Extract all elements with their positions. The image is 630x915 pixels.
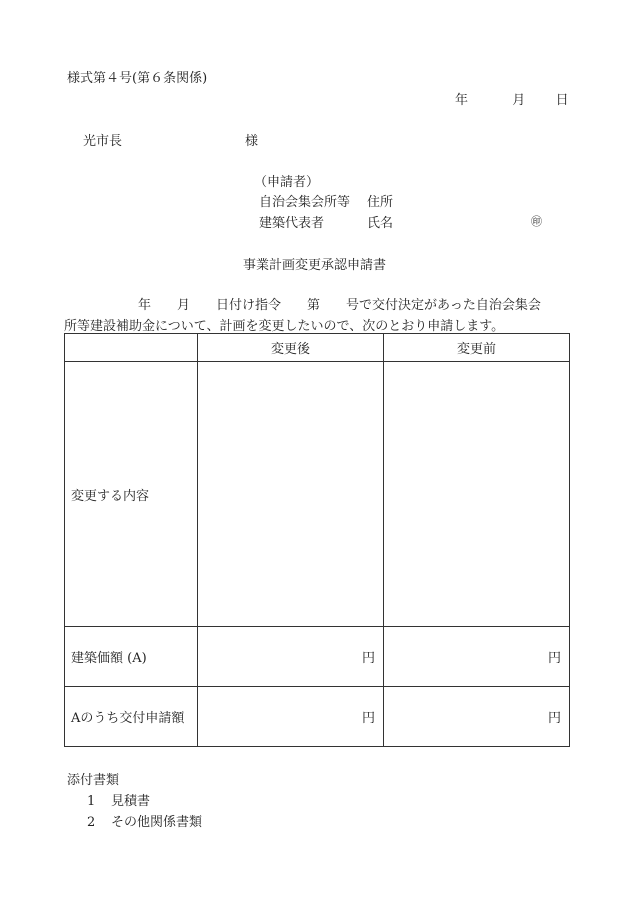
change-content-before-cell[interactable] bbox=[384, 362, 570, 627]
row-label-construction-cost: 建築価額 (A) bbox=[65, 627, 198, 687]
yen-unit: 円 bbox=[361, 651, 375, 666]
yen-unit: 円 bbox=[361, 711, 375, 726]
table-row bbox=[65, 362, 570, 627]
change-content-after-cell[interactable] bbox=[198, 362, 384, 627]
attachments-title: 添付書類 bbox=[67, 773, 120, 788]
construction-cost-before-cell[interactable] bbox=[384, 627, 570, 687]
table-header-cell bbox=[65, 334, 198, 362]
date-month-label: 月 bbox=[512, 93, 526, 108]
table-row bbox=[65, 687, 570, 747]
date-year-label: 年 bbox=[455, 93, 469, 108]
attachment-number: 2 bbox=[87, 815, 96, 830]
grant-request-before-cell[interactable] bbox=[384, 687, 570, 747]
applicant-label: （申請者） bbox=[254, 175, 320, 190]
document-title: 事業計画変更承認申請書 bbox=[243, 258, 387, 273]
addressee-name: 光市長 bbox=[83, 134, 123, 149]
yen-unit: 円 bbox=[547, 651, 561, 666]
addressee-honorific: 様 bbox=[245, 134, 259, 149]
change-table bbox=[64, 333, 570, 747]
yen-unit: 円 bbox=[547, 711, 561, 726]
table-row bbox=[65, 627, 570, 687]
organization-label: 自治会集会所等 bbox=[259, 195, 351, 210]
table-header-after: 変更後 bbox=[198, 334, 384, 362]
date-line bbox=[455, 89, 569, 108]
body-text-line-1: 年 月 日付け指令 第 号で交付決定があった自治会集会 bbox=[138, 298, 541, 313]
table-header-row bbox=[65, 334, 570, 362]
representative-label: 建築代表者 bbox=[259, 216, 325, 231]
attachment-item bbox=[87, 790, 150, 809]
construction-cost-after-cell[interactable] bbox=[198, 627, 384, 687]
attachment-label: 見積書 bbox=[111, 794, 151, 809]
body-text-line-2: 所等建設補助金について、計画を変更したいので、次のとおり申請します。 bbox=[64, 319, 505, 334]
addressee bbox=[83, 130, 259, 149]
table-header-before: 変更前 bbox=[384, 334, 570, 362]
grant-request-after-cell[interactable] bbox=[198, 687, 384, 747]
attachment-item bbox=[87, 811, 202, 830]
seal-mark: ㊞ bbox=[531, 215, 542, 228]
row-label-grant-request: Aのうち交付申請額 bbox=[65, 687, 198, 747]
attachment-number: 1 bbox=[87, 794, 96, 809]
name-label: 氏名 bbox=[367, 216, 394, 231]
attachment-label: その他関係書類 bbox=[111, 815, 203, 830]
form-number: 様式第４号(第６条関係) bbox=[67, 71, 208, 86]
row-label-change-content: 変更する内容 bbox=[65, 362, 198, 627]
date-day-label: 日 bbox=[555, 93, 569, 108]
address-label: 住所 bbox=[367, 195, 394, 210]
